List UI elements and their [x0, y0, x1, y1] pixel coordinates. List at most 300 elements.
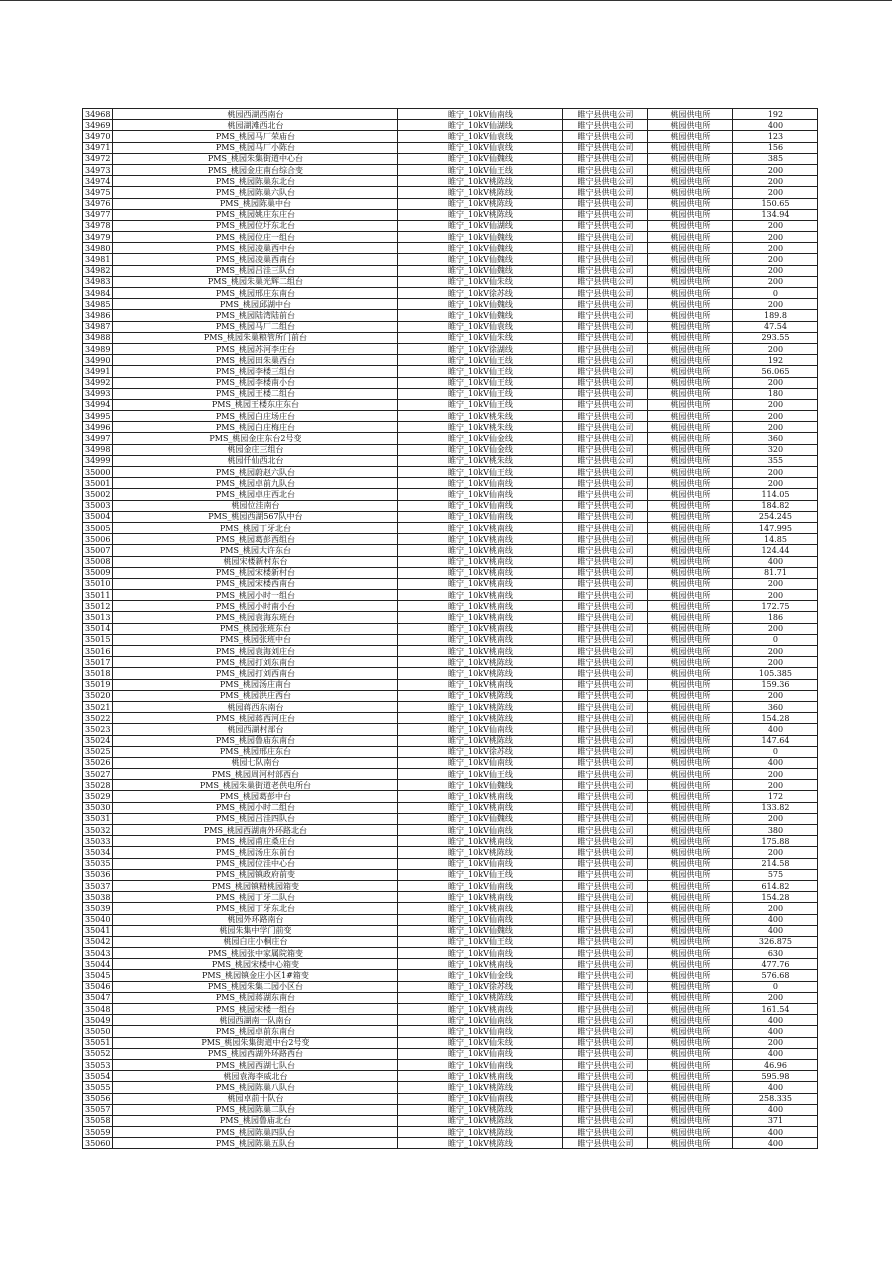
row-id-cell: 34990 — [83, 355, 113, 366]
station-name-cell: PMS_桃园张班东台 — [113, 623, 398, 634]
supply-station-cell: 桃园供电所 — [648, 411, 733, 422]
company-cell: 睢宁县供电公司 — [563, 310, 648, 321]
table-row — [83, 355, 818, 366]
row-id-cell: 35049 — [83, 1015, 113, 1026]
row-id-cell: 35041 — [83, 925, 113, 936]
supply-station-cell: 桃园供电所 — [648, 970, 733, 981]
company-cell: 睢宁县供电公司 — [563, 522, 648, 533]
row-id-cell: 34977 — [83, 209, 113, 220]
station-name-cell: PMS_桃园葛彭中台 — [113, 791, 398, 802]
row-id-cell: 35016 — [83, 646, 113, 657]
supply-station-cell: 桃园供电所 — [648, 668, 733, 679]
company-cell: 睢宁县供电公司 — [563, 802, 648, 813]
company-cell: 睢宁县供电公司 — [563, 925, 648, 936]
feeder-line-cell: 睢宁_10kV桃陈线 — [398, 735, 563, 746]
station-name-cell: 桃园袁海李威北台 — [113, 1071, 398, 1082]
station-name-cell: PMS_桃园白庄梅庄台 — [113, 422, 398, 433]
feeder-line-cell: 睢宁_10kV仙湖线 — [398, 120, 563, 131]
row-id-cell: 35017 — [83, 657, 113, 668]
company-cell: 睢宁县供电公司 — [563, 433, 648, 444]
station-name-cell: PMS_桃园西湖南外环路北台 — [113, 825, 398, 836]
table-row — [83, 176, 818, 187]
feeder-line-cell: 睢宁_10kV桃南线 — [398, 556, 563, 567]
feeder-line-cell: 睢宁_10kV仙王线 — [398, 936, 563, 947]
station-name-cell: PMS_桃园张中家属院箱变 — [113, 948, 398, 959]
supply-station-cell: 桃园供电所 — [648, 869, 733, 880]
supply-station-cell: 桃园供电所 — [648, 858, 733, 869]
company-cell: 睢宁县供电公司 — [563, 880, 648, 891]
capacity-cell: 200 — [733, 992, 818, 1003]
table-row — [83, 936, 818, 947]
row-id-cell: 34986 — [83, 310, 113, 321]
table-row — [83, 869, 818, 880]
supply-station-cell: 桃园供电所 — [648, 880, 733, 891]
company-cell: 睢宁县供电公司 — [563, 399, 648, 410]
capacity-cell: 133.82 — [733, 802, 818, 813]
supply-station-cell: 桃园供电所 — [648, 769, 733, 780]
supply-station-cell: 桃园供电所 — [648, 1104, 733, 1115]
table-row — [83, 880, 818, 891]
table-row — [83, 489, 818, 500]
capacity-cell: 123 — [733, 131, 818, 142]
company-cell: 睢宁县供电公司 — [563, 556, 648, 567]
supply-station-cell: 桃园供电所 — [648, 511, 733, 522]
supply-station-cell: 桃园供电所 — [648, 1115, 733, 1126]
table-row — [83, 970, 818, 981]
company-cell: 睢宁县供电公司 — [563, 276, 648, 287]
supply-station-cell: 桃园供电所 — [648, 254, 733, 265]
table-row — [83, 1115, 818, 1126]
row-id-cell: 35008 — [83, 556, 113, 567]
capacity-cell: 200 — [733, 422, 818, 433]
station-name-cell: PMS_桃园苏河李庄台 — [113, 343, 398, 354]
row-id-cell: 34974 — [83, 176, 113, 187]
station-name-cell: PMS_桃园西湖外环路西台 — [113, 1048, 398, 1059]
supply-station-cell: 桃园供电所 — [648, 1015, 733, 1026]
table-row — [83, 992, 818, 1003]
feeder-line-cell: 睢宁_10kV桃陈线 — [398, 1127, 563, 1138]
row-id-cell: 35052 — [83, 1048, 113, 1059]
company-cell: 睢宁县供电公司 — [563, 936, 648, 947]
supply-station-cell: 桃园供电所 — [648, 959, 733, 970]
capacity-cell: 150.65 — [733, 198, 818, 209]
capacity-cell: 105.385 — [733, 668, 818, 679]
station-name-cell: PMS_桃园张班中台 — [113, 634, 398, 645]
company-cell: 睢宁县供电公司 — [563, 187, 648, 198]
capacity-cell: 614.82 — [733, 880, 818, 891]
feeder-line-cell: 睢宁_10kV桃陈线 — [398, 701, 563, 712]
row-id-cell: 34980 — [83, 243, 113, 254]
row-id-cell: 35028 — [83, 780, 113, 791]
table-row — [83, 657, 818, 668]
row-id-cell: 34994 — [83, 399, 113, 410]
capacity-cell: 360 — [733, 433, 818, 444]
feeder-line-cell: 睢宁_10kV仙袁线 — [398, 142, 563, 153]
company-cell: 睢宁县供电公司 — [563, 209, 648, 220]
capacity-cell: 200 — [733, 187, 818, 198]
table-row — [83, 948, 818, 959]
row-id-cell: 34997 — [83, 433, 113, 444]
table-row — [83, 534, 818, 545]
company-cell: 睢宁县供电公司 — [563, 153, 648, 164]
table-row — [83, 1082, 818, 1093]
company-cell: 睢宁县供电公司 — [563, 176, 648, 187]
feeder-line-cell: 睢宁_10kV桃南线 — [398, 522, 563, 533]
supply-station-cell: 桃园供电所 — [648, 847, 733, 858]
feeder-line-cell: 睢宁_10kV仙湖线 — [398, 220, 563, 231]
company-cell: 睢宁县供电公司 — [563, 120, 648, 131]
station-name-cell: PMS_桃园葛彭西组台 — [113, 534, 398, 545]
company-cell: 睢宁县供电公司 — [563, 478, 648, 489]
supply-station-cell: 桃园供电所 — [648, 220, 733, 231]
supply-station-cell: 桃园供电所 — [648, 377, 733, 388]
station-name-cell: 桃园宋楼新村东台 — [113, 556, 398, 567]
row-id-cell: 35040 — [83, 914, 113, 925]
station-name-cell: PMS_桃园大许东台 — [113, 545, 398, 556]
supply-station-cell: 桃园供电所 — [648, 433, 733, 444]
row-id-cell: 35048 — [83, 1004, 113, 1015]
station-name-cell: PMS_桃园王楼二组台 — [113, 388, 398, 399]
capacity-cell: 477.76 — [733, 959, 818, 970]
table-row — [83, 690, 818, 701]
station-name-cell: 桃园仟仙西北台 — [113, 455, 398, 466]
row-id-cell: 35024 — [83, 735, 113, 746]
table-body — [83, 109, 818, 1149]
capacity-cell: 258.335 — [733, 1093, 818, 1104]
table-row — [83, 735, 818, 746]
capacity-cell: 630 — [733, 948, 818, 959]
feeder-line-cell: 睢宁_10kV仙袁线 — [398, 321, 563, 332]
feeder-line-cell: 睢宁_10kV桃陈线 — [398, 690, 563, 701]
supply-station-cell: 桃园供电所 — [648, 1071, 733, 1082]
station-name-cell: 桃园金庄三组台 — [113, 444, 398, 455]
supply-station-cell: 桃园供电所 — [648, 310, 733, 321]
capacity-cell: 47.54 — [733, 321, 818, 332]
table-row — [83, 903, 818, 914]
supply-station-cell: 桃园供电所 — [648, 623, 733, 634]
feeder-line-cell: 睢宁_10kV桃陈线 — [398, 1138, 563, 1149]
table-row — [83, 377, 818, 388]
supply-station-cell: 桃园供电所 — [648, 903, 733, 914]
row-id-cell: 35054 — [83, 1071, 113, 1082]
station-name-cell: PMS_桃园卓庄西北台 — [113, 489, 398, 500]
feeder-line-cell: 睢宁_10kV仙魏线 — [398, 232, 563, 243]
station-name-cell: PMS_桃园吕洼四队台 — [113, 813, 398, 824]
station-name-cell: PMS_桃园李楼南小台 — [113, 377, 398, 388]
supply-station-cell: 桃园供电所 — [648, 209, 733, 220]
supply-station-cell: 桃园供电所 — [648, 243, 733, 254]
feeder-line-cell: 睢宁_10kV仙魏线 — [398, 153, 563, 164]
capacity-cell: 81.71 — [733, 567, 818, 578]
capacity-cell: 200 — [733, 813, 818, 824]
feeder-line-cell: 睢宁_10kV仙南线 — [398, 880, 563, 891]
feeder-line-cell: 睢宁_10kV仙南线 — [398, 478, 563, 489]
company-cell: 睢宁县供电公司 — [563, 679, 648, 690]
feeder-line-cell: 睢宁_10kV仙王线 — [398, 399, 563, 410]
feeder-line-cell: 睢宁_10kV仙王线 — [398, 164, 563, 175]
feeder-line-cell: 睢宁_10kV桃南线 — [398, 590, 563, 601]
table-row — [83, 299, 818, 310]
station-name-cell: PMS_桃园朱巢粮管所门前台 — [113, 332, 398, 343]
supply-station-cell: 桃园供电所 — [648, 332, 733, 343]
row-id-cell: 35019 — [83, 679, 113, 690]
row-id-cell: 34973 — [83, 164, 113, 175]
capacity-cell: 200 — [733, 299, 818, 310]
supply-station-cell: 桃园供电所 — [648, 545, 733, 556]
table-row — [83, 1127, 818, 1138]
row-id-cell: 34970 — [83, 131, 113, 142]
station-name-cell: PMS_桃园马厂小陈台 — [113, 142, 398, 153]
feeder-line-cell: 睢宁_10kV仙南线 — [398, 1048, 563, 1059]
supply-station-cell: 桃园供电所 — [648, 467, 733, 478]
supply-station-cell: 桃园供电所 — [648, 388, 733, 399]
station-name-cell: PMS_桃园镇金庄小区1#箱变 — [113, 970, 398, 981]
feeder-line-cell: 睢宁_10kV桃陈线 — [398, 209, 563, 220]
supply-station-cell: 桃园供电所 — [648, 1026, 733, 1037]
feeder-line-cell: 睢宁_10kV桃陈线 — [398, 1115, 563, 1126]
supply-station-cell: 桃园供电所 — [648, 735, 733, 746]
station-name-cell: PMS_桃园卓前东南台 — [113, 1026, 398, 1037]
table-row — [83, 444, 818, 455]
table-row — [83, 769, 818, 780]
table-row — [83, 120, 818, 131]
company-cell: 睢宁县供电公司 — [563, 992, 648, 1003]
company-cell: 睢宁县供电公司 — [563, 601, 648, 612]
company-cell: 睢宁县供电公司 — [563, 623, 648, 634]
feeder-line-cell: 睢宁_10kV桃南线 — [398, 836, 563, 847]
supply-station-cell: 桃园供电所 — [648, 612, 733, 623]
feeder-line-cell: 睢宁_10kV仙王线 — [398, 377, 563, 388]
capacity-cell: 400 — [733, 120, 818, 131]
capacity-cell: 400 — [733, 556, 818, 567]
station-name-cell: PMS_桃园打刘西南台 — [113, 668, 398, 679]
capacity-cell: 371 — [733, 1115, 818, 1126]
company-cell: 睢宁县供电公司 — [563, 914, 648, 925]
capacity-cell: 14.85 — [733, 534, 818, 545]
capacity-cell: 200 — [733, 176, 818, 187]
supply-station-cell: 桃园供电所 — [648, 153, 733, 164]
feeder-line-cell: 睢宁_10kV仙王线 — [398, 388, 563, 399]
station-name-cell: PMS_桃园凌巢西南台 — [113, 254, 398, 265]
supply-station-cell: 桃园供电所 — [648, 925, 733, 936]
station-name-cell: PMS_桃园位庄一组台 — [113, 232, 398, 243]
table-row — [83, 724, 818, 735]
supply-station-cell: 桃园供电所 — [648, 455, 733, 466]
row-id-cell: 35003 — [83, 500, 113, 511]
station-name-cell: PMS_桃园王楼东庄东台 — [113, 399, 398, 410]
company-cell: 睢宁县供电公司 — [563, 388, 648, 399]
company-cell: 睢宁县供电公司 — [563, 366, 648, 377]
company-cell: 睢宁县供电公司 — [563, 836, 648, 847]
capacity-cell: 385 — [733, 153, 818, 164]
row-id-cell: 34989 — [83, 343, 113, 354]
company-cell: 睢宁县供电公司 — [563, 578, 648, 589]
station-name-cell: PMS_桃园朱集街道中心台 — [113, 153, 398, 164]
capacity-cell: 180 — [733, 388, 818, 399]
feeder-line-cell: 睢宁_10kV仙南线 — [398, 948, 563, 959]
row-id-cell: 34979 — [83, 232, 113, 243]
station-name-cell: PMS_桃园朱巢街道老供电所台 — [113, 780, 398, 791]
capacity-cell: 575 — [733, 869, 818, 880]
row-id-cell: 34975 — [83, 187, 113, 198]
table-row — [83, 813, 818, 824]
row-id-cell: 34988 — [83, 332, 113, 343]
row-id-cell: 35014 — [83, 623, 113, 634]
table-row — [83, 1026, 818, 1037]
supply-station-cell: 桃园供电所 — [648, 813, 733, 824]
station-name-cell: PMS_桃园陈巢八队台 — [113, 1082, 398, 1093]
table-row — [83, 567, 818, 578]
table-row — [83, 109, 818, 120]
supply-station-cell: 桃园供电所 — [648, 276, 733, 287]
row-id-cell: 34996 — [83, 422, 113, 433]
supply-station-cell: 桃园供电所 — [648, 914, 733, 925]
capacity-cell: 200 — [733, 590, 818, 601]
row-id-cell: 35036 — [83, 869, 113, 880]
station-name-cell: 桃园西湖南一队南台 — [113, 1015, 398, 1026]
row-id-cell: 35002 — [83, 489, 113, 500]
row-id-cell: 35025 — [83, 746, 113, 757]
company-cell: 睢宁县供电公司 — [563, 288, 648, 299]
table-row — [83, 1093, 818, 1104]
capacity-cell: 192 — [733, 109, 818, 120]
company-cell: 睢宁县供电公司 — [563, 735, 648, 746]
supply-station-cell: 桃园供电所 — [648, 892, 733, 903]
feeder-line-cell: 睢宁_10kV仙魏线 — [398, 299, 563, 310]
table-row — [83, 1004, 818, 1015]
supply-station-cell: 桃园供电所 — [648, 534, 733, 545]
supply-station-cell: 桃园供电所 — [648, 634, 733, 645]
capacity-cell: 184.82 — [733, 500, 818, 511]
supply-station-cell: 桃园供电所 — [648, 948, 733, 959]
capacity-cell: 200 — [733, 903, 818, 914]
station-name-cell: PMS_桃园田朱巢西台 — [113, 355, 398, 366]
capacity-cell: 200 — [733, 467, 818, 478]
company-cell: 睢宁县供电公司 — [563, 377, 648, 388]
supply-station-cell: 桃园供电所 — [648, 936, 733, 947]
feeder-line-cell: 睢宁_10kV桃南线 — [398, 534, 563, 545]
feeder-line-cell: 睢宁_10kV桃朱线 — [398, 422, 563, 433]
company-cell: 睢宁县供电公司 — [563, 1004, 648, 1015]
company-cell: 睢宁县供电公司 — [563, 455, 648, 466]
supply-station-cell: 桃园供电所 — [648, 399, 733, 410]
row-id-cell: 35009 — [83, 567, 113, 578]
station-name-cell: PMS_桃园陈巢四队台 — [113, 1127, 398, 1138]
table-row — [83, 836, 818, 847]
row-id-cell: 35033 — [83, 836, 113, 847]
company-cell: 睢宁县供电公司 — [563, 825, 648, 836]
row-id-cell: 35057 — [83, 1104, 113, 1115]
station-name-cell: PMS_桃园陈巢六队台 — [113, 187, 398, 198]
supply-station-cell: 桃园供电所 — [648, 131, 733, 142]
company-cell: 睢宁县供电公司 — [563, 713, 648, 724]
capacity-cell: 360 — [733, 701, 818, 712]
table-row — [83, 914, 818, 925]
station-name-cell: PMS_桃园蔚赵六队台 — [113, 467, 398, 478]
station-name-cell: PMS_桃园陈巢东北台 — [113, 176, 398, 187]
company-cell: 睢宁县供电公司 — [563, 1037, 648, 1048]
feeder-line-cell: 睢宁_10kV桃南线 — [398, 646, 563, 657]
supply-station-cell: 桃园供电所 — [648, 422, 733, 433]
table-row — [83, 1037, 818, 1048]
row-id-cell: 35029 — [83, 791, 113, 802]
supply-station-cell: 桃园供电所 — [648, 1093, 733, 1104]
supply-station-cell: 桃园供电所 — [648, 187, 733, 198]
station-name-cell: 桃园白庄小桐庄台 — [113, 936, 398, 947]
feeder-line-cell: 睢宁_10kV仙王线 — [398, 769, 563, 780]
row-id-cell: 35045 — [83, 970, 113, 981]
supply-station-cell: 桃园供电所 — [648, 265, 733, 276]
table-row — [83, 153, 818, 164]
capacity-cell: 156 — [733, 142, 818, 153]
table-row — [83, 825, 818, 836]
supply-station-cell: 桃园供电所 — [648, 657, 733, 668]
company-cell: 睢宁县供电公司 — [563, 299, 648, 310]
company-cell: 睢宁县供电公司 — [563, 813, 648, 824]
feeder-line-cell: 睢宁_10kV仙南线 — [398, 1026, 563, 1037]
row-id-cell: 35018 — [83, 668, 113, 679]
feeder-line-cell: 睢宁_10kV仙南线 — [398, 914, 563, 925]
table-row — [83, 321, 818, 332]
row-id-cell: 35000 — [83, 467, 113, 478]
feeder-line-cell: 睢宁_10kV仙南线 — [398, 1059, 563, 1070]
supply-station-cell: 桃园供电所 — [648, 1059, 733, 1070]
company-cell: 睢宁县供电公司 — [563, 970, 648, 981]
capacity-cell: 400 — [733, 1048, 818, 1059]
station-name-cell: PMS_桃园朱集二园小区台 — [113, 981, 398, 992]
table-row — [83, 243, 818, 254]
company-cell: 睢宁县供电公司 — [563, 142, 648, 153]
table-row — [83, 1138, 818, 1149]
table-row — [83, 791, 818, 802]
supply-station-cell: 桃园供电所 — [648, 578, 733, 589]
capacity-cell: 200 — [733, 657, 818, 668]
table-row — [83, 500, 818, 511]
station-name-cell: PMS_桃园姚庄东庄台 — [113, 209, 398, 220]
company-cell: 睢宁县供电公司 — [563, 1127, 648, 1138]
company-cell: 睢宁县供电公司 — [563, 254, 648, 265]
row-id-cell: 34983 — [83, 276, 113, 287]
company-cell: 睢宁县供电公司 — [563, 1082, 648, 1093]
company-cell: 睢宁县供电公司 — [563, 1026, 648, 1037]
station-name-cell: 桃园朱集中学门前变 — [113, 925, 398, 936]
row-id-cell: 35030 — [83, 802, 113, 813]
station-name-cell: PMS_桃园位洼中心台 — [113, 858, 398, 869]
supply-station-cell: 桃园供电所 — [648, 478, 733, 489]
station-name-cell: PMS_桃园宋楼中心箱变 — [113, 959, 398, 970]
station-name-cell: PMS_桃园李楼三组台 — [113, 366, 398, 377]
station-name-cell: PMS_桃园朱集街道中台2号变 — [113, 1037, 398, 1048]
company-cell: 睢宁县供电公司 — [563, 1071, 648, 1082]
row-id-cell: 35058 — [83, 1115, 113, 1126]
capacity-cell: 200 — [733, 411, 818, 422]
company-cell: 睢宁县供电公司 — [563, 411, 648, 422]
station-name-cell: PMS_桃园袁海刘庄台 — [113, 646, 398, 657]
row-id-cell: 35031 — [83, 813, 113, 824]
company-cell: 睢宁县供电公司 — [563, 1048, 648, 1059]
table-row — [83, 578, 818, 589]
row-id-cell: 34998 — [83, 444, 113, 455]
table-row — [83, 332, 818, 343]
company-cell: 睢宁县供电公司 — [563, 981, 648, 992]
feeder-line-cell: 睢宁_10kV桃南线 — [398, 567, 563, 578]
feeder-line-cell: 睢宁_10kV桃陈线 — [398, 1082, 563, 1093]
feeder-line-cell: 睢宁_10kV徐苏线 — [398, 746, 563, 757]
station-name-cell: 桃园位洼南台 — [113, 500, 398, 511]
table-row — [83, 399, 818, 410]
capacity-cell: 200 — [733, 377, 818, 388]
company-cell: 睢宁县供电公司 — [563, 769, 648, 780]
